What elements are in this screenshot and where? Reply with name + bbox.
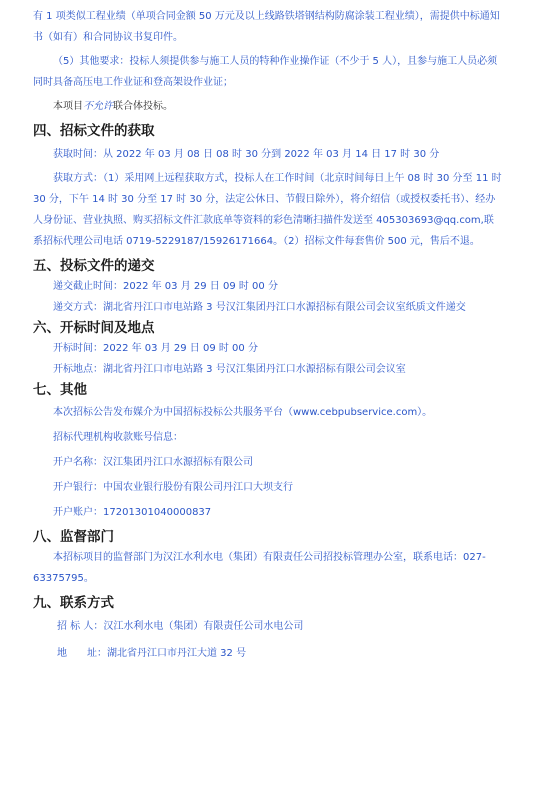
- joint-bid-suffix: 联合体投标。: [113, 101, 173, 112]
- acquisition-time: 获取时间：从 2022 年 03 月 08 日 08 时 30 分到 2022 年 03 月 14 日 17 时 30 分: [53, 149, 440, 160]
- section-7-title: 七、其他: [33, 382, 87, 398]
- tenderer: 招 标 人：汉江水利水电（集团）有限责任公司水电公司: [57, 621, 304, 632]
- opening-location: 开标地点：湖北省丹江口市电站路 3 号汉江集团丹江口水源招标有限公司会议室: [53, 364, 406, 375]
- section-5-title: 五、投标文件的递交: [33, 258, 155, 274]
- paragraph-joint-bid: [33, 96, 502, 117]
- joint-bid-prefix: 本项目: [53, 101, 83, 112]
- section-6-title: 六、开标时间及地点: [33, 320, 155, 336]
- account-name: 开户名称：汉江集团丹江口水源招标有限公司: [53, 457, 253, 468]
- supervision-dept: 本招标项目的监督部门为汉江水利水电（集团）有限责任公司招投标管理办公室，联系电话：027-63375795。: [33, 552, 486, 584]
- section-9-title: 九、联系方式: [33, 595, 114, 611]
- paragraph-qualification: 有 1 项类似工程业绩（单项合同金额 50 万元及以上线路铁塔钢结构防腐涂装工程业绩），需提供中标通知书（如有）和合同协议书复印件。: [33, 11, 500, 43]
- account-info-heading: 招标代理机构收款账号信息：: [53, 432, 183, 443]
- section-4-title: 四、招标文件的获取: [33, 123, 155, 139]
- joint-bid-status: 不允许: [83, 101, 113, 112]
- submission-method: 递交方式：湖北省丹江口市电站路 3 号汉江集团丹江口水源招标有限公司会议室纸质文件递交: [53, 302, 466, 313]
- acquisition-method: 获取方式：（1）采用网上远程获取方式，投标人在工作时间（北京时间每日上午 08 时 30 分至 11 时 30 分，下午 14 时 30 分至 17 时 30 分，法定公休日、节假日除外），将介绍信（或授权委托书）、经办人身份证、营业执照、购买招标文件汇款底单等资料的彩色清晰扫描件发送至 405303693@qq.com,联系招标代理公司电话 0719-5229187/15926171664。（2）招标文件每套售价 500 元，售后不退。: [33, 173, 502, 247]
- section-8-title: 八、监督部门: [33, 529, 114, 545]
- address: 地 址：湖北省丹江口市丹江大道 32 号: [57, 648, 247, 659]
- paragraph-other-requirements: （5）其他要求：投标人须提供参与施工人员的特种作业操作证（不少于 5 人），且参与施工人员必须同时具备高压电工作业证和登高架设作业证；: [33, 56, 498, 88]
- publication-media: 本次招标公告发布媒介为中国招标投标公共服务平台（www.cebpubservice.com）。: [53, 407, 433, 418]
- submission-deadline: 递交截止时间：2022 年 03 月 29 日 09 时 00 分: [53, 281, 278, 292]
- opening-time: 开标时间：2022 年 03 月 29 日 09 时 00 分: [53, 343, 258, 354]
- account-number: 开户账户：17201301040000837: [53, 507, 212, 518]
- account-bank: 开户银行：中国农业银行股份有限公司丹江口大坝支行: [53, 482, 293, 493]
